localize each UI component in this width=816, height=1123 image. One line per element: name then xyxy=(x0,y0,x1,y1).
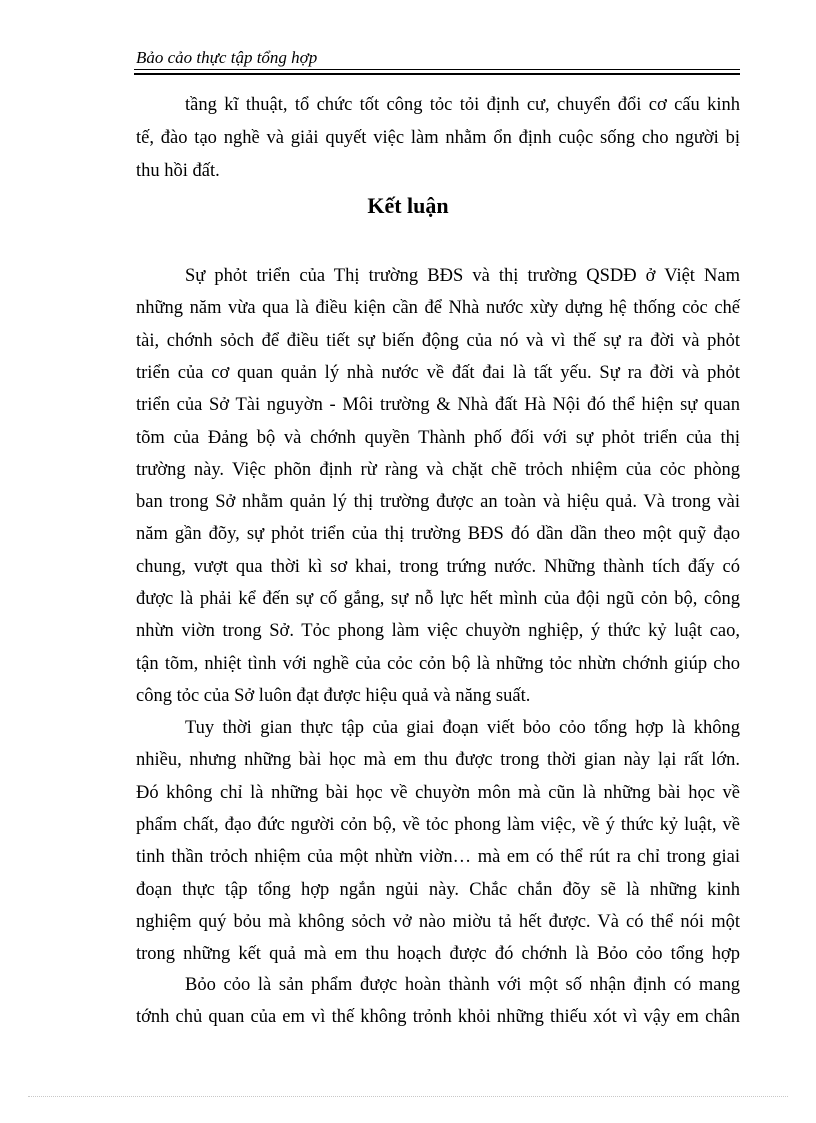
text-line: Sự phỏt triển của Thị trường BĐS và thị trường QSDĐ ở Việt Nam xyxy=(185,266,740,286)
text-line: triển của cơ quan quản lý nhà nước về đất đai là tất yếu. Sự ra đời và phỏt xyxy=(136,362,740,383)
text-line: Tuy thời gian thực tập của giai đoạn viết bỏo cỏo tổng hợp là không xyxy=(185,718,740,738)
text-line: năm gần đõy, sự phỏt triển của thị trường BĐS đó dần dần theo một quỹ đạo xyxy=(136,524,740,545)
text-line: chung, vượt qua thời kì sơ khai, trong trứng nước. Những thành tích đấy có xyxy=(136,556,740,577)
text-line: phẩm chất, đạo đức người cỏn bộ, về tỏc phong làm việc, về ý thức kỷ luật, về xyxy=(136,814,740,835)
section-title: Kết luận xyxy=(367,193,449,218)
text-line: trường này. Việc phõn định rừ ràng và chặt chẽ trỏch nhiệm của cỏc phòng xyxy=(136,459,740,480)
text-line: nghiệm quý bỏu mà không sỏch vở nào miờu tả hết được. Và có thể nói một xyxy=(136,911,740,932)
text-line: tế, đào tạo nghề và giải quyết việc làm nhằm ổn định cuộc sống cho người bị xyxy=(136,128,740,148)
text-line: những năm vừa qua là điều kiện cần để Nhà nước xừy dựng hệ thống cỏc chế xyxy=(136,298,740,319)
header-title: Bảo cảo thực tập tổng hợp xyxy=(136,48,318,67)
text-line: tài, chớnh sỏch để điều tiết sự biến động của nó và vì thế sự ra đời và phỏt xyxy=(136,330,740,351)
text-line: tận tõm, nhiệt tình với nghề của cỏc cỏn bộ là những tỏc nhừn chớnh giúp cho xyxy=(136,653,740,674)
header-rule-thick xyxy=(134,73,740,75)
text-line: tinh thần trỏch nhiệm của một nhừn viờn… mà em có thể rút ra chỉ trong giai xyxy=(136,847,740,868)
text-line: triển của Sở Tài nguyờn - Môi trường & Nhà đất Hà Nội đó thể hiện sự quan xyxy=(136,395,740,416)
text-line: Đó không chỉ là những bài học về chuyờn môn mà cũn là những bài học về xyxy=(136,782,740,803)
text-line: trong những kết quả mà em thu hoạch được đó chớnh là Bỏo cỏo tổng hợp xyxy=(136,944,740,965)
text-line: nhừn viờn trong Sở. Tỏc phong làm việc chuyờn nghiệp, ý thức kỷ luật cao, xyxy=(136,621,740,642)
text-line: tõm của Đảng bộ và chớnh quyền Thành phố đối với sự phỏt triển của thị xyxy=(136,427,740,448)
footer-divider xyxy=(28,1096,788,1097)
text-line: được là phải kể đến sự cố gắng, sự nỗ lực hết mình của đội ngũ cỏn bộ, công xyxy=(136,589,740,609)
text-line: công tỏc của Sở luôn đạt được hiệu quả và năng suất. xyxy=(136,685,531,706)
text-line: ban trong Sở nhằm quản lý thị trường được an toàn và hiệu quả. Và trong vài xyxy=(136,492,740,513)
text-line: tớnh chủ quan của em vì thế không trỏnh khỏi những thiếu xót vì vậy em chân xyxy=(136,1007,740,1027)
text-line: tầng kĩ thuật, tổ chức tốt công tỏc tỏi định cư, chuyển đổi cơ cấu kinh xyxy=(185,95,740,115)
text-line: nhiều, nhưng những bài học mà em thu được trong thời gian này lại rất lớn. xyxy=(136,750,740,771)
header-rule-thin xyxy=(134,69,740,70)
text-line: thu hồi đất. xyxy=(136,161,220,181)
text-line: Bỏo cỏo là sản phẩm được hoàn thành với một số nhận định có mang xyxy=(185,975,740,995)
text-line: đoạn thực tập tổng hợp ngắn ngủi này. Chắc chắn đõy sẽ là những kinh xyxy=(136,879,740,900)
